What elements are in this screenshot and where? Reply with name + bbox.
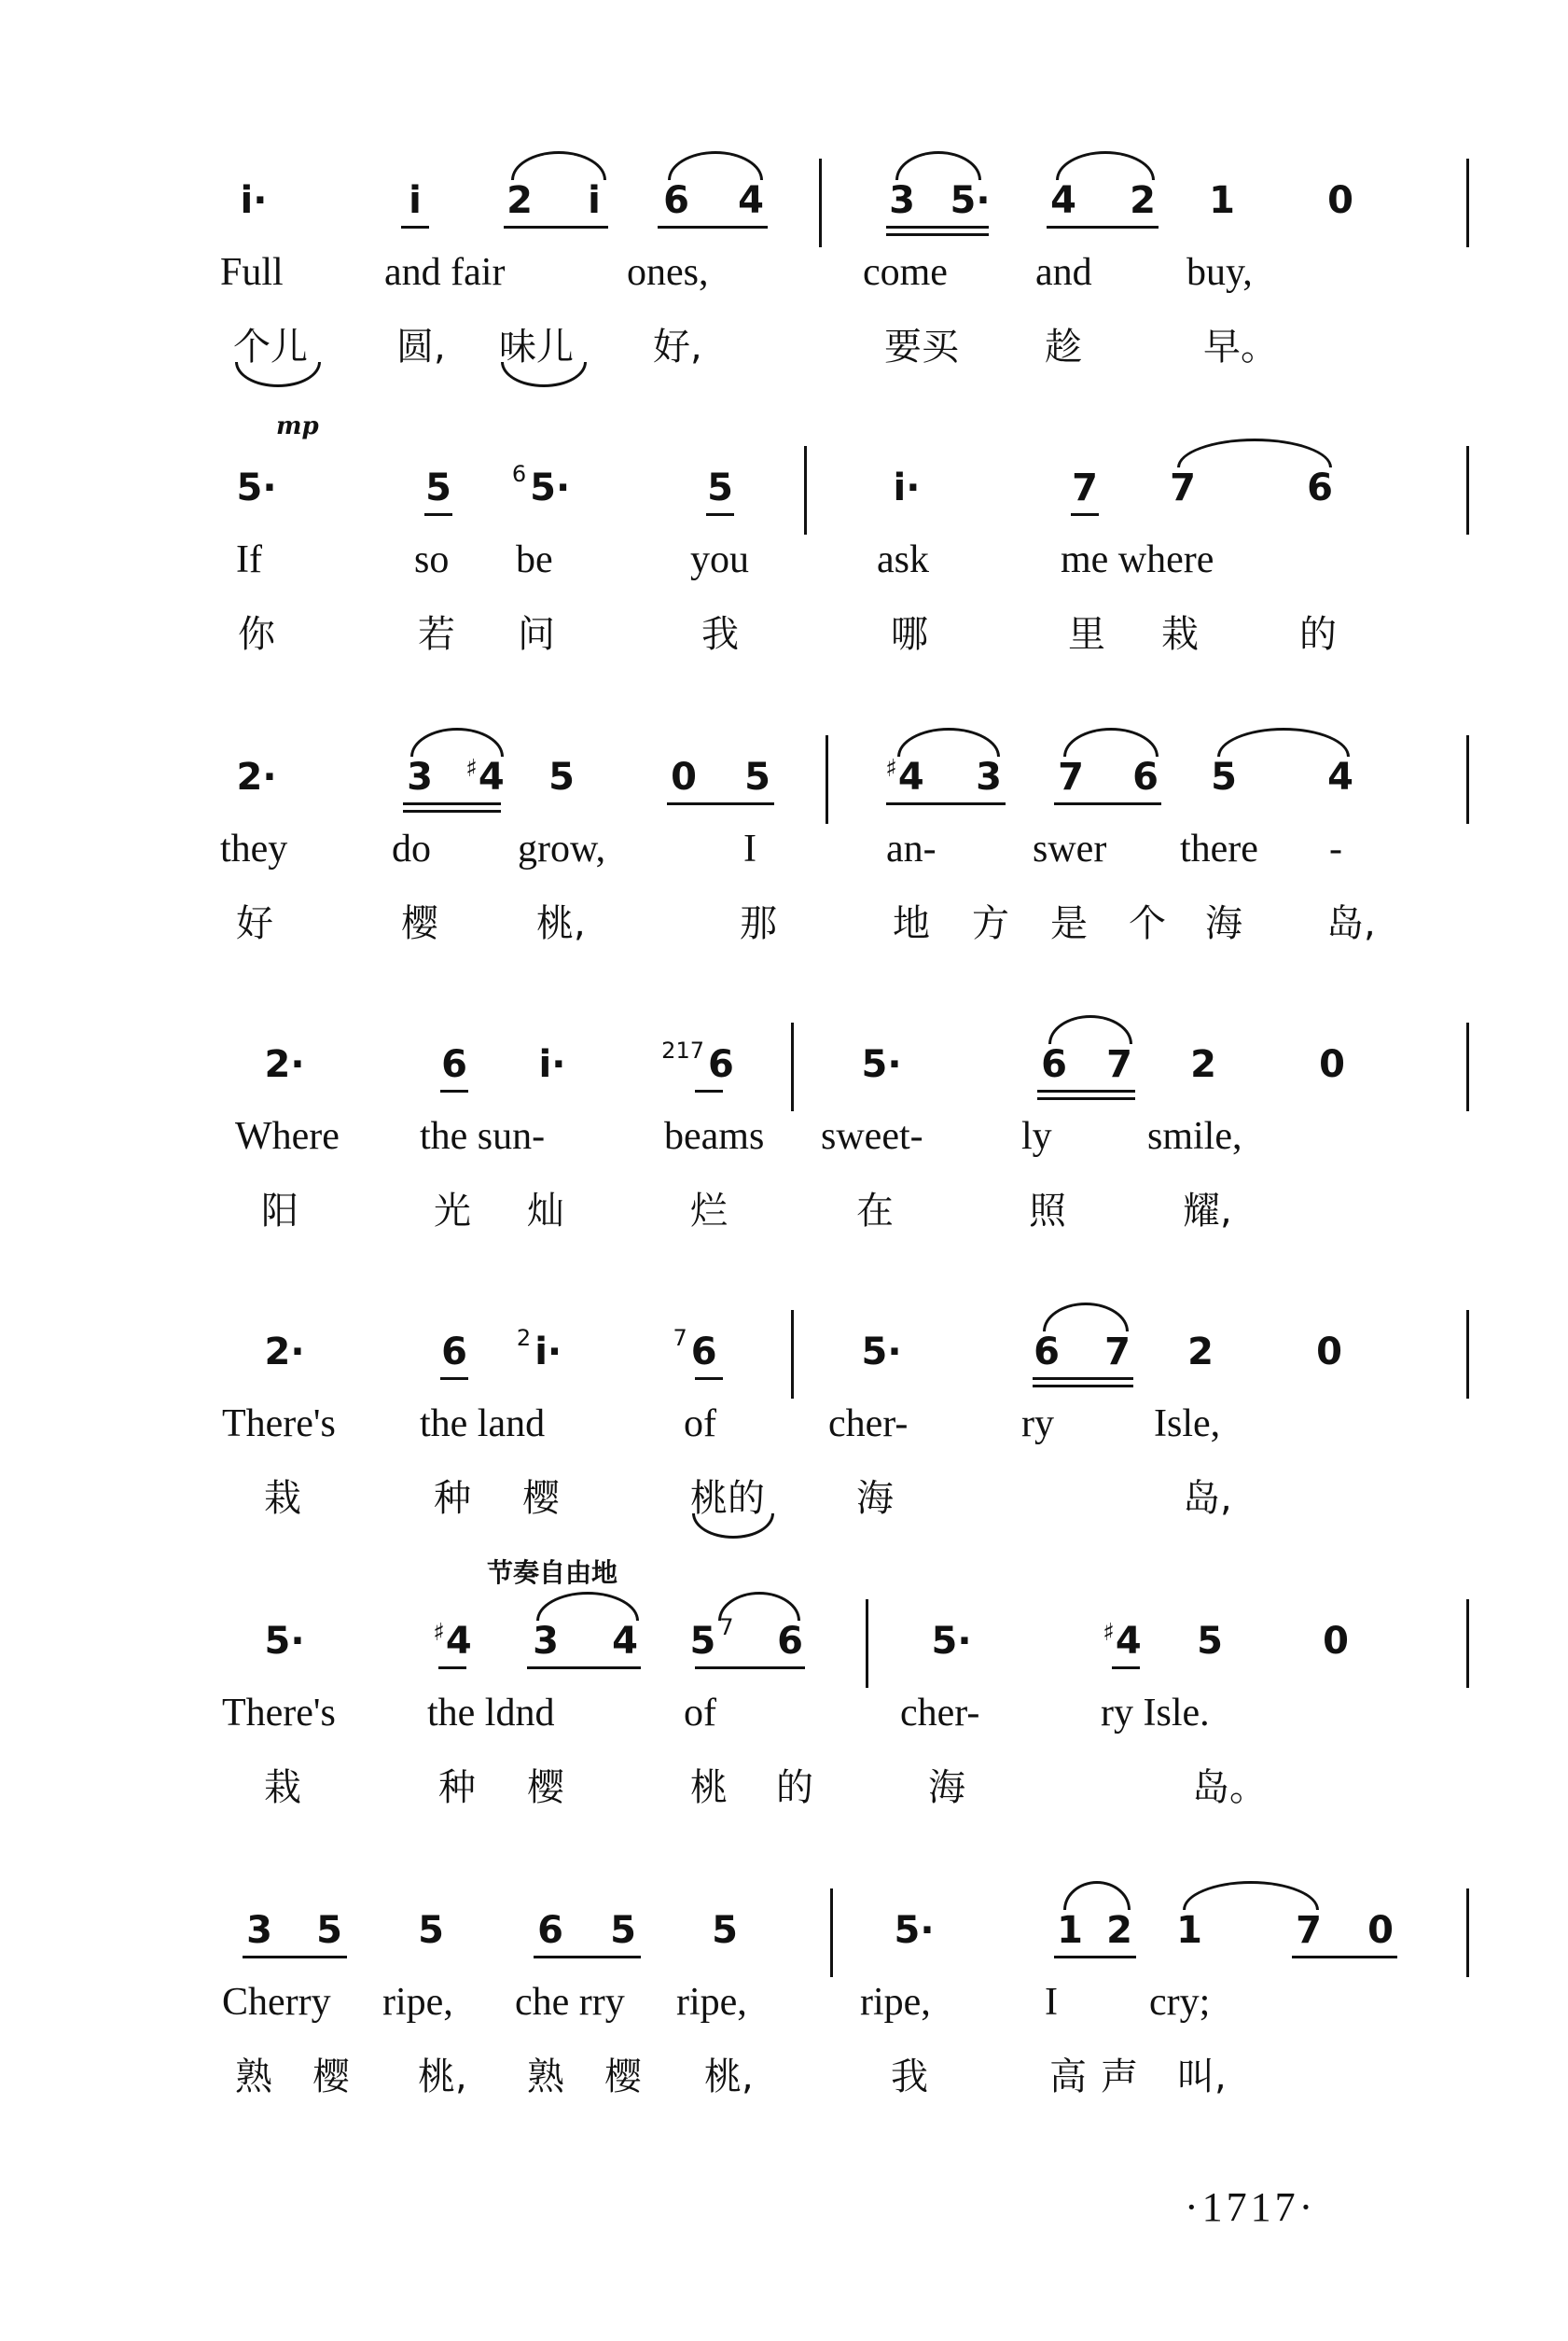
system-4 xyxy=(0,1004,1568,1284)
lyric-en: beams xyxy=(664,1115,765,1158)
sharp-icon: ♯ xyxy=(433,1619,445,1647)
lyric-zh: 桃的 xyxy=(690,1477,765,1520)
lyric-zh: 栽 xyxy=(264,1477,301,1520)
lyric-zh: 我 xyxy=(701,613,739,656)
note: 0 xyxy=(1327,179,1353,222)
note: 7 xyxy=(1296,1909,1322,1952)
beam-line xyxy=(243,1956,347,1958)
beam-line xyxy=(534,1956,641,1958)
lyric-en: I xyxy=(1045,1981,1058,2024)
note: 7 xyxy=(1106,1043,1132,1086)
barline xyxy=(1466,1023,1469,1111)
lyric-zh: 海 xyxy=(1205,902,1242,945)
note: 5 xyxy=(548,756,575,799)
beam-line xyxy=(1054,802,1161,805)
lyric-zh: 地 xyxy=(893,902,930,945)
beam-line xyxy=(695,1090,723,1093)
note: 6 xyxy=(537,1909,563,1952)
lyric-en: the land xyxy=(420,1402,546,1445)
beam-line xyxy=(1054,1956,1136,1958)
note: i xyxy=(409,179,422,222)
note: 2 xyxy=(506,179,533,222)
barline xyxy=(1466,446,1469,535)
note: 7 xyxy=(1104,1331,1131,1373)
lyric-en: cher- xyxy=(828,1402,909,1445)
lyric-zh: 你 xyxy=(238,613,275,656)
note: 5· xyxy=(264,1620,305,1663)
lyric-zh: 阳 xyxy=(261,1190,298,1233)
note: 0 xyxy=(1367,1909,1394,1952)
note: 4 xyxy=(1050,179,1076,222)
note: 5· xyxy=(894,1909,935,1952)
note: 5 xyxy=(712,1909,738,1952)
note: 0 xyxy=(1323,1620,1349,1663)
lyric-zh: 照 xyxy=(1029,1190,1066,1233)
lyric-zh: 好, xyxy=(653,326,702,369)
lyric-en: there xyxy=(1180,828,1258,871)
lyric-en: Isle, xyxy=(1154,1402,1221,1445)
lyric-en: ask xyxy=(877,538,929,581)
lyric-en: che rry xyxy=(515,1981,625,2024)
barline xyxy=(819,159,822,247)
lyric-zh: 里 xyxy=(1068,613,1105,656)
beam-line xyxy=(504,226,608,229)
note: 5 xyxy=(707,467,733,509)
lyric-en: do xyxy=(392,828,431,871)
lyric-zh: 个儿 xyxy=(233,326,308,369)
lyric-en: buy, xyxy=(1186,251,1253,294)
note: 3 xyxy=(407,756,433,799)
notation-row xyxy=(0,427,1568,530)
barline xyxy=(791,1023,794,1111)
beam-line xyxy=(1033,1377,1133,1380)
sharp-icon: ♯ xyxy=(1103,1619,1115,1647)
lyric-zh: 樱 xyxy=(312,2055,350,2098)
note: 2 xyxy=(1106,1909,1132,1952)
beam-line xyxy=(527,1666,641,1669)
note: 0 xyxy=(671,756,697,799)
sharp-icon: ♯ xyxy=(465,755,478,783)
lyric-zh: 个 xyxy=(1129,902,1166,945)
lyric-zh: 的 xyxy=(1299,613,1337,656)
barline xyxy=(804,446,807,535)
beam-line xyxy=(658,226,768,229)
lyric-en: ripe, xyxy=(860,1981,931,2024)
beam-line xyxy=(667,802,774,805)
lyric-en: swer xyxy=(1033,828,1107,871)
lyric-zh: 樱 xyxy=(604,2055,642,2098)
note: 7 xyxy=(1072,467,1098,509)
lyric-zh: 我 xyxy=(891,2055,928,2098)
beam-line xyxy=(1047,226,1159,229)
lyric-zh: 岛。 xyxy=(1192,1766,1267,1809)
lyric-en: Cherry xyxy=(222,1981,331,2024)
system-1 xyxy=(0,140,1568,420)
note: 5· xyxy=(931,1620,972,1663)
lyric-tie xyxy=(692,1513,774,1539)
lyric-zh: 要买 xyxy=(884,326,959,369)
system-3 xyxy=(0,717,1568,996)
system-5 xyxy=(0,1291,1568,1571)
lyric-en: ly xyxy=(1021,1115,1052,1158)
beam-line xyxy=(886,226,989,229)
note: $^7$ 6 xyxy=(673,1325,717,1373)
note: $^2$ i· xyxy=(516,1325,562,1373)
note: $^{217}$ 6 xyxy=(661,1038,734,1086)
note: 5 xyxy=(1197,1620,1223,1663)
note: 4 xyxy=(738,179,764,222)
lyric-en: cher- xyxy=(900,1692,980,1735)
lyric-en: smile, xyxy=(1147,1115,1242,1158)
beam-line xyxy=(438,1666,466,1669)
note: ♯4 xyxy=(1103,1619,1142,1663)
notation-row xyxy=(0,140,1568,243)
lyric-zh: 味儿 xyxy=(499,326,574,369)
lyric-en: so xyxy=(414,538,450,581)
lyric-zh: 若 xyxy=(418,613,455,656)
lyric-zh: 桃, xyxy=(704,2055,754,2098)
lyric-zh: 是 xyxy=(1050,902,1088,945)
grace-note: 6 xyxy=(511,461,527,487)
barline xyxy=(1466,1310,1469,1399)
tempo-marking: 节奏自由地 xyxy=(487,1557,618,1588)
barline xyxy=(826,735,828,824)
note: 5· xyxy=(950,179,991,222)
system-7 xyxy=(0,1870,1568,2150)
lyric-en: ry xyxy=(1021,1402,1054,1445)
barline xyxy=(791,1310,794,1399)
lyric-zh: 熟 xyxy=(235,2055,272,2098)
beam-line xyxy=(695,1666,805,1669)
lyric-en: grow, xyxy=(518,828,606,871)
note: 2 xyxy=(1190,1043,1216,1086)
lyric-zh: 在 xyxy=(856,1190,894,1233)
beam-line xyxy=(1037,1097,1135,1100)
page-number: ·1717· xyxy=(1185,2184,1317,2230)
lyric-en: they xyxy=(220,828,288,871)
note: 5 xyxy=(610,1909,636,1952)
barline xyxy=(866,1599,868,1688)
lyric-zh: 桃 xyxy=(690,1766,728,1809)
note: 5 xyxy=(1211,756,1237,799)
note: 2· xyxy=(264,1043,305,1086)
note: 6 xyxy=(1034,1331,1060,1373)
note: 2 xyxy=(1187,1331,1214,1373)
lyric-zh: 桃, xyxy=(418,2055,467,2098)
lyric-zh: 樱 xyxy=(401,902,438,945)
lyric-zh: 岛, xyxy=(1326,902,1376,945)
beam-line xyxy=(886,802,1006,805)
lyric-zh: 趁 xyxy=(1045,326,1082,369)
lyric-zh: 烂 xyxy=(690,1190,728,1233)
note: ♯4 xyxy=(465,755,505,799)
note: 6 xyxy=(1307,467,1333,509)
note: 5· xyxy=(861,1043,902,1086)
lyric-en: the ldnd xyxy=(427,1692,555,1735)
note: 5 $^7$ xyxy=(689,1614,734,1663)
grace-note: 2 xyxy=(516,1325,532,1351)
lyric-en: There's xyxy=(222,1692,336,1735)
lyric-en: If xyxy=(236,538,262,581)
lyric-zh: 那 xyxy=(740,902,777,945)
lyric-zh: 声 xyxy=(1101,2055,1138,2098)
lyric-tie xyxy=(235,362,321,387)
lyric-zh: 光 xyxy=(434,1190,471,1233)
grace-note: 7 xyxy=(673,1325,687,1351)
note: 5· xyxy=(236,467,277,509)
lyric-en: - xyxy=(1329,828,1342,871)
lyric-tie xyxy=(501,362,587,387)
barline xyxy=(1466,735,1469,824)
lyric-en: I xyxy=(743,828,756,871)
lyric-zh: 耀, xyxy=(1183,1190,1232,1233)
lyric-zh: 问 xyxy=(518,613,555,656)
lyric-en: be xyxy=(516,538,553,581)
beam-line xyxy=(695,1377,723,1380)
lyric-zh: 圆, xyxy=(396,326,446,369)
lyric-en: an- xyxy=(886,828,937,871)
grace-note: 7 xyxy=(719,1614,734,1640)
lyric-zh: 樱 xyxy=(527,1766,564,1809)
note: 5 xyxy=(744,756,770,799)
lyric-en: ones, xyxy=(627,251,709,294)
barline xyxy=(1466,159,1469,247)
beam-line xyxy=(706,513,734,516)
lyric-zh: 种 xyxy=(434,1477,471,1520)
lyric-zh: 栽 xyxy=(264,1766,301,1809)
lyric-en: of xyxy=(684,1402,716,1445)
lyric-en: the sun- xyxy=(420,1115,546,1158)
lyric-en: There's xyxy=(222,1402,336,1445)
note: 2· xyxy=(236,756,277,799)
note: 6 xyxy=(1041,1043,1067,1086)
note: 6 xyxy=(441,1043,467,1086)
note: 4 xyxy=(612,1620,638,1663)
note: i· xyxy=(538,1043,566,1086)
note: i· xyxy=(893,467,921,509)
lyric-zh: 海 xyxy=(856,1477,894,1520)
notation-row xyxy=(0,717,1568,819)
lyric-en: and fair xyxy=(384,251,506,294)
note: 0 xyxy=(1316,1331,1342,1373)
sharp-icon: ♯ xyxy=(885,755,897,783)
beam-line xyxy=(1071,513,1099,516)
note: 2· xyxy=(264,1331,305,1373)
lyric-en: ry Isle. xyxy=(1101,1692,1210,1735)
beam-line xyxy=(440,1377,468,1380)
beam-line xyxy=(1037,1090,1135,1093)
lyric-zh: 海 xyxy=(928,1766,965,1809)
note: 6 xyxy=(777,1620,803,1663)
beam-line xyxy=(1292,1956,1397,1958)
system-2 xyxy=(0,412,1568,707)
note: i xyxy=(588,179,601,222)
lyric-en: me where xyxy=(1061,538,1214,581)
lyric-en: ripe, xyxy=(382,1981,453,2024)
lyric-en: cry; xyxy=(1149,1981,1211,2024)
note: 1 xyxy=(1176,1909,1202,1952)
note: 1 xyxy=(1209,179,1235,222)
beam-line xyxy=(1033,1385,1133,1387)
note: 1 xyxy=(1057,1909,1083,1952)
lyric-zh: 方 xyxy=(972,902,1009,945)
note: 3 xyxy=(976,756,1002,799)
lyric-en: sweet- xyxy=(821,1115,923,1158)
note: 5 xyxy=(316,1909,342,1952)
lyric-zh: 栽 xyxy=(1161,613,1199,656)
lyric-zh: 灿 xyxy=(527,1190,564,1233)
note: 6 xyxy=(1132,756,1159,799)
lyric-zh: 哪 xyxy=(891,613,928,656)
lyric-en: Full xyxy=(220,251,284,294)
lyric-zh: 的 xyxy=(776,1766,813,1809)
notation-row xyxy=(0,1291,1568,1394)
beam-line xyxy=(440,1090,468,1093)
beam-line xyxy=(401,226,429,229)
note: 5 xyxy=(418,1909,444,1952)
note: 6 xyxy=(441,1331,467,1373)
note: 7 xyxy=(1058,756,1084,799)
note: $^6$ 5· xyxy=(511,461,571,509)
lyric-zh: 早。 xyxy=(1203,326,1278,369)
note: 2 xyxy=(1130,179,1156,222)
lyric-en: ripe, xyxy=(676,1981,747,2024)
beam-line xyxy=(886,233,989,236)
lyric-zh: 好 xyxy=(236,902,273,945)
note: i· xyxy=(240,179,268,222)
grace-note: 217 xyxy=(661,1038,704,1064)
note: ♯4 xyxy=(433,1619,472,1663)
beam-line xyxy=(403,802,501,805)
note: 5 xyxy=(425,467,451,509)
beam-line xyxy=(403,810,501,813)
system-6 xyxy=(0,1557,1568,1860)
lyric-en: Where xyxy=(235,1115,340,1158)
note: 3 xyxy=(889,179,915,222)
lyric-zh: 高 xyxy=(1049,2055,1087,2098)
barline xyxy=(1466,1888,1469,1977)
lyric-en: of xyxy=(684,1692,716,1735)
lyric-zh: 熟 xyxy=(527,2055,564,2098)
lyric-en: and xyxy=(1035,251,1092,294)
note: 3 xyxy=(533,1620,559,1663)
lyric-zh: 岛, xyxy=(1183,1477,1232,1520)
notation-row xyxy=(0,1004,1568,1107)
lyric-en: come xyxy=(863,251,948,294)
note: ♯4 xyxy=(885,755,924,799)
dynamic-marking: mp xyxy=(276,412,319,440)
beam-line xyxy=(1112,1666,1140,1669)
note: 0 xyxy=(1319,1043,1345,1086)
lyric-en: you xyxy=(690,538,749,581)
note: 7 xyxy=(1170,467,1196,509)
lyric-zh: 种 xyxy=(438,1766,476,1809)
lyric-zh: 桃, xyxy=(536,902,586,945)
note: 4 xyxy=(1327,756,1353,799)
lyric-zh: 樱 xyxy=(522,1477,560,1520)
barline xyxy=(1466,1599,1469,1688)
barline xyxy=(830,1888,833,1977)
note: 5· xyxy=(861,1331,902,1373)
beam-line xyxy=(424,513,452,516)
lyric-zh: 叫, xyxy=(1177,2055,1227,2098)
note: 6 xyxy=(663,179,689,222)
note: 3 xyxy=(246,1909,272,1952)
